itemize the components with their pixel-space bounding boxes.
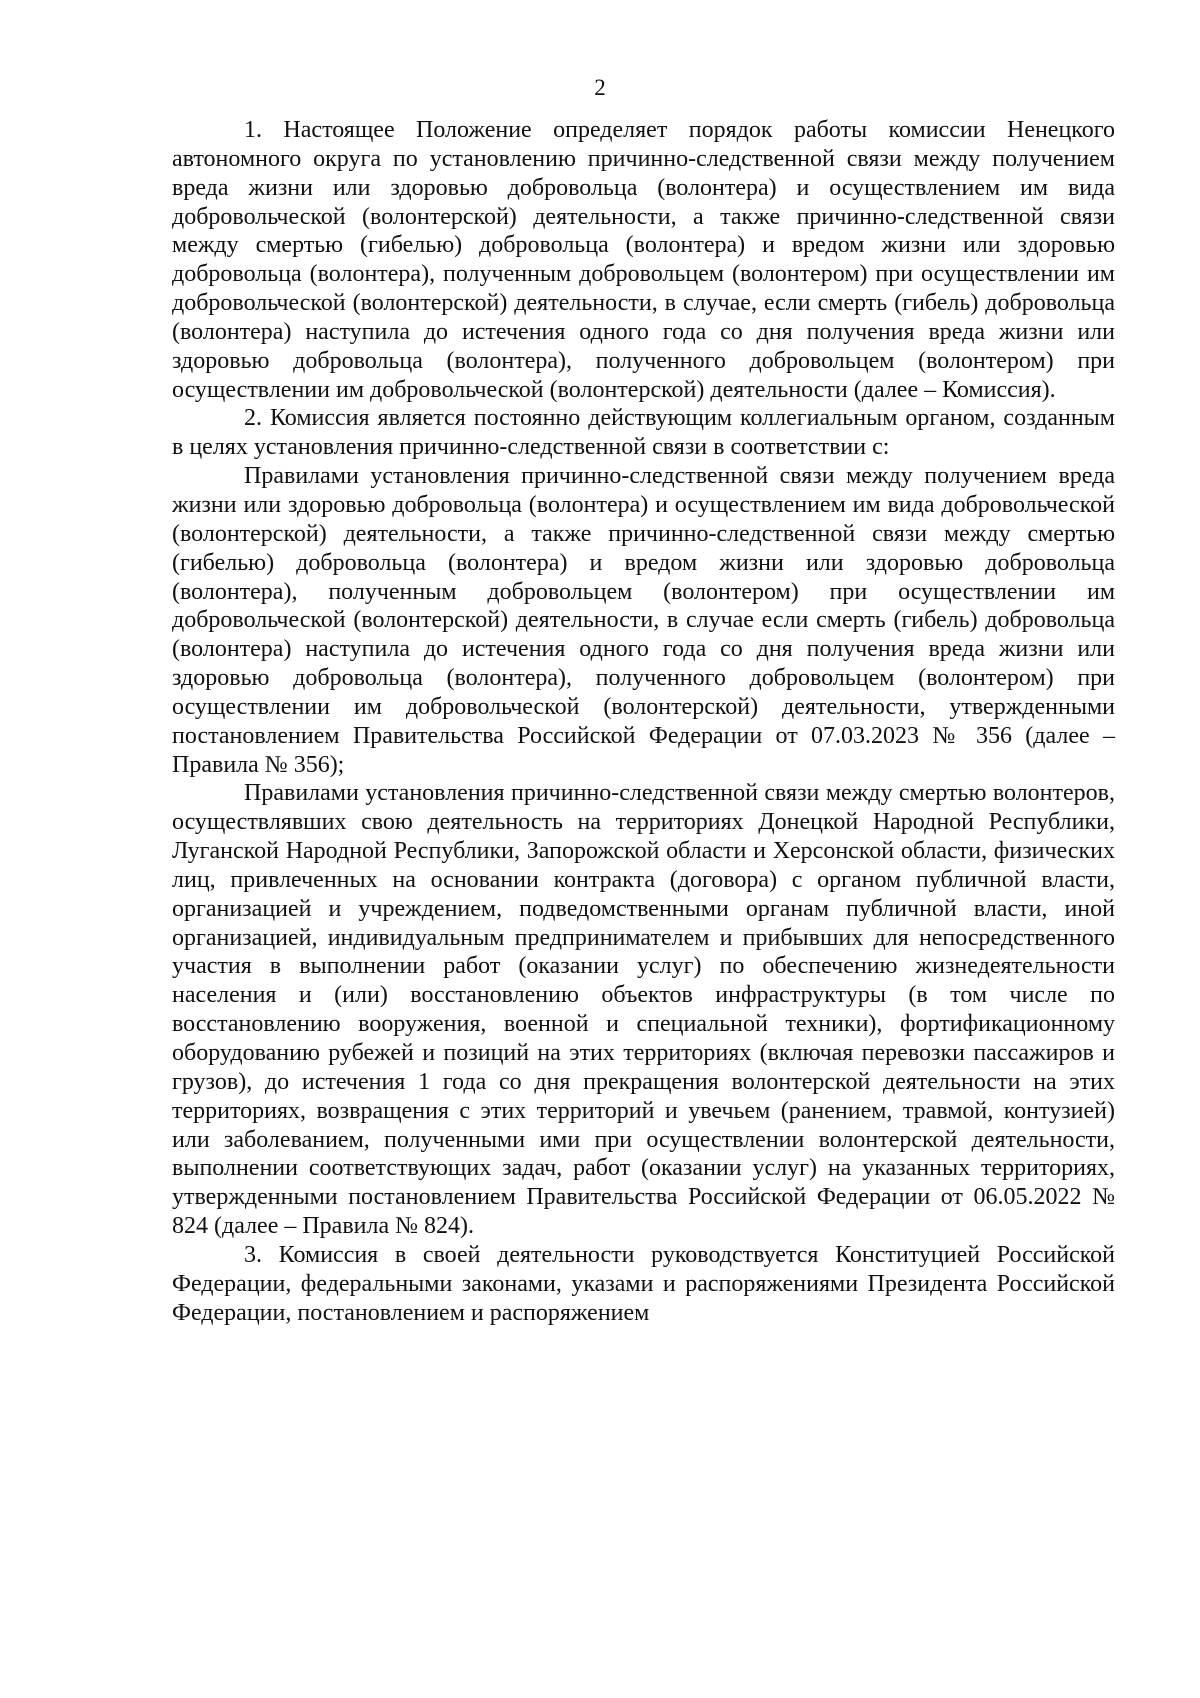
page-number: 2 bbox=[594, 75, 606, 100]
paragraph-1: 1. Настоящее Положение определяет порядок работы комиссии Ненецкого автономного округа по установлению причинно-следственной связи между получением вреда жизни или здоровью добровольца (волонтера) и осуществлением им вида добровольческой (волонтерской) деятельности, а также причинно-следственной связи между смертью (гибелью) добровольца (волонтера) и вредом жизни или здоровью добровольца (волонтера), полученным добровольцем (волонтером) при осуществлении им добровольческой (волонтерской) деятельности, в случае, если смерть (гибель) добровольца (волонтера) наступила до истечения одного года со дня получения вреда жизни или здоровью добровольца (волонтера), полученного добровольцем (волонтером) при осуществлении им добровольческой (волонтерской) деятельности (далее – Комиссия). bbox=[172, 117, 1115, 403]
document-body bbox=[172, 116, 1115, 1327]
paragraph-3: Правилами установления причинно-следственной связи между получением вреда жизни или здоровью добровольца (волонтера) и осуществлением им вида добровольческой (волонтерской) деятельности, а также причинно-следственной связи между смертью (гибелью) добровольца (волонтера) и вредом жизни или здоровью добровольца (волонтера), полученным добровольцем (волонтером) при осуществлении им добровольческой (волонтерской) деятельности, в случае если смерть (гибель) добровольца (волонтера) наступила до истечения одного года со дня получения вреда жизни или здоровью добровольца (волонтера), полученного добровольцем (волонтером) при осуществлении им добровольческой (волонтерской) деятельности, утвержденными постановлением Правительства Российской Федерации от 07.03.2023 № 356 (далее – Правила № 356); bbox=[172, 463, 1115, 778]
paragraph-4: Правилами установления причинно-следственной связи между смертью волонтеров, осуществлявших свою деятельность на территориях Донецкой Народной Республики, Луганской Народной Республики, Запорожской области и Херсонской области, физических лиц, привлеченных на основании контракта (договора) с органом публичной власти, организацией и учреждением, подведомственными органам публичной власти, иной организацией, индивидуальным предпринимателем и прибывших для непосредственного участия в выполнении работ (оказании услуг) по обеспечению жизнедеятельности населения и (или) восстановлению объектов инфраструктуры (в том числе по восстановлению вооружения, военной и специальной техники), фортификационному оборудованию рубежей и позиций на этих территориях (включая перевозки пассажиров и грузов), до истечения 1 года со дня прекращения волонтерской деятельности на этих территориях, возвращения с этих территорий и увечьем (ранением, травмой, контузией) или заболеванием, полученными ими при осуществлении волонтерской деятельности, выполнении соответствующих задач, работ (оказании услуг) на указанных территориях, утвержденными постановлением Правительства Российской Федерации от 06.05.2022 № 824 (далее – Правила № 824). bbox=[172, 780, 1115, 1240]
paragraph-5: 3. Комиссия в своей деятельности руководствуется Конституцией Российской Федерации, федеральными законами, указами и распоряжениями Президента Российской Федерации, постановлением и распоряжением bbox=[172, 1241, 1115, 1326]
paragraph-2: 2. Комиссия является постоянно действующим коллегиальным органом, созданным в целях установления причинно-следственной связи в соответствии с: bbox=[172, 405, 1115, 461]
